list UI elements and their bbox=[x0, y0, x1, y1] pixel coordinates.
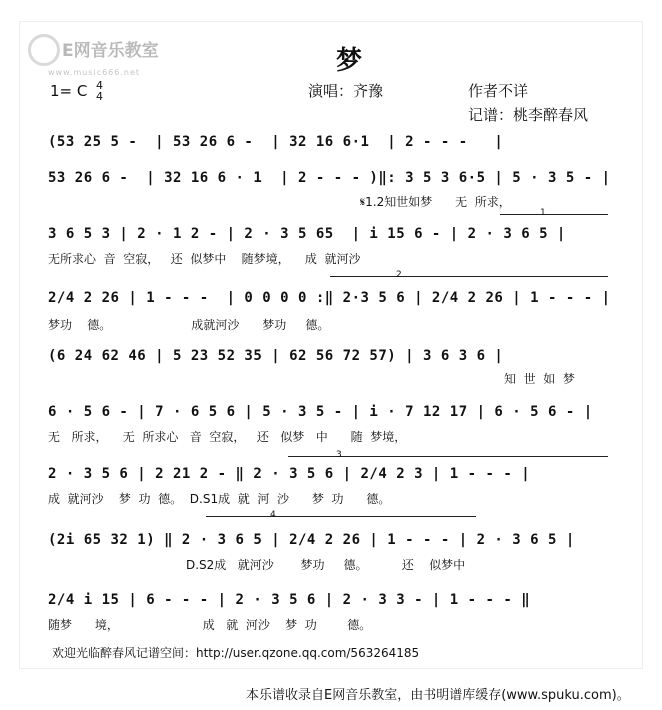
lyric-line-3: 梦功 德。 成就河沙 梦功 德。 bbox=[48, 318, 330, 332]
notation-line-4: 2/4 2 26 | 1 - - - | 0 0 0 0 :‖ 2·3 5 6 | 2/4 2 26 | 1 - - - | bbox=[48, 290, 611, 306]
lyric-line-6: 成 就河沙 梦 功 德。 D.S1成 就 河 沙 梦 功 德。 bbox=[48, 492, 391, 506]
meter-top: 4 bbox=[96, 79, 103, 92]
lyric-line-5: 无 所求， 无 所求心 音 空寂， 还 似梦 中 随 梦境， bbox=[48, 430, 407, 444]
notation-line-2: 53 26 6 - | 32 16 6 · 1 | 2 - - - )‖: 3 5 3 6·5 | 5 · 3 5 - | bbox=[48, 170, 611, 186]
site-logo[interactable] bbox=[28, 30, 198, 80]
footer-note: 欢迎光临醉春风记谱空间：http://user.qzone.qq.com/563264185 bbox=[52, 646, 420, 660]
lyric-line-8: 随梦 境， 成 就 河沙 梦 功 德。 bbox=[48, 618, 372, 632]
song-title: 梦 bbox=[336, 46, 363, 76]
meter-bottom: 4 bbox=[96, 90, 103, 103]
source-credit: 本乐谱收录自E网音乐教室，由书明谱库缓存(www.spuku.com)。 bbox=[246, 688, 630, 703]
volta-2-label: 2 bbox=[396, 270, 402, 280]
notation-line-3: 3 6 5 3 | 2 · 1 2 - | 2 · 3 5 65 | i 15 6 - | 2 · 3 6 5 | bbox=[48, 226, 566, 242]
notation-line-6: 6 · 5 6 - | 7 · 6 5 6 | 5 · 3 5 - | i · 7 12 17 | 6 · 5 6 - | bbox=[48, 404, 593, 420]
notation-line-7: 2 · 3 5 6 | 2 21 2 - ‖ 2 · 3 5 6 | 2/4 2 3 | 1 - - - | bbox=[48, 466, 531, 482]
volta-1-label: 1 bbox=[540, 208, 546, 218]
singer: 演唱：齐豫 bbox=[308, 82, 384, 100]
notation-line-5: (6 24 62 46 | 5 23 52 35 | 62 56 72 57) | 3 6 3 6 | bbox=[48, 348, 504, 364]
lyric-line-1: 𝄋1.2知世如梦 无 所求， bbox=[360, 195, 511, 209]
notation-line-1: (53 25 5 - | 53 26 6 - | 32 16 6·1 | 2 - - - | bbox=[48, 134, 504, 150]
author: 作者不详 bbox=[468, 82, 529, 100]
volta-3-label: 3 bbox=[336, 450, 342, 460]
lyric-line-7: D.S2成 就河沙 梦功 德。 还 似梦中 bbox=[186, 558, 466, 572]
lyric-line-4: 知 世 如 梦 bbox=[504, 372, 575, 386]
lyric-line-2: 无所求心 音 空寂， 还 似梦中 随梦境， 成 就河沙 bbox=[48, 252, 361, 266]
notation-line-8: (2i 65 32 1) ‖ 2 · 3 6 5 | 2/4 2 26 | 1 - - - | 2 · 3 6 5 | bbox=[48, 532, 575, 548]
logo-url: www.music666.net bbox=[48, 68, 141, 77]
notation-line-9: 2/4 i 15 | 6 - - - | 2 · 3 5 6 | 2 · 3 3 - | 1 - - - ‖ bbox=[48, 592, 531, 608]
logo-text: E网音乐教室 bbox=[62, 41, 159, 61]
volta-4-label: 4 bbox=[270, 510, 276, 520]
scribe: 记谱：桃李醉春风 bbox=[468, 106, 589, 124]
time-signature bbox=[96, 80, 103, 102]
logo-ring-icon bbox=[28, 34, 60, 66]
key-signature: 1= C bbox=[50, 82, 88, 100]
